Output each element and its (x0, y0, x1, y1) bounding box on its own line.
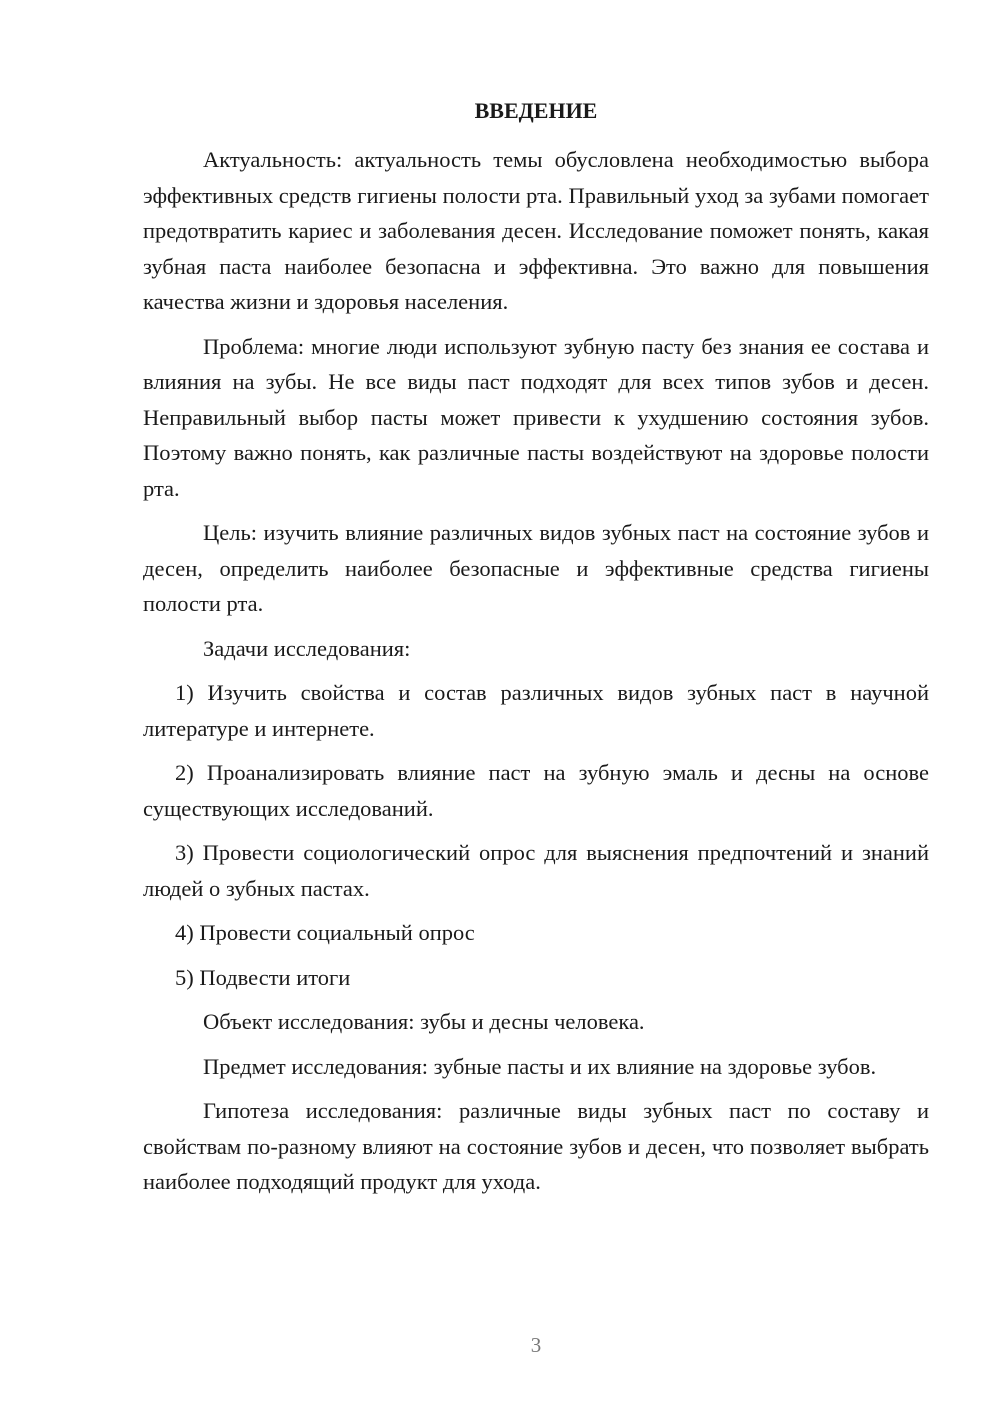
relevance-paragraph: Актуальность: актуальность темы обусловлена необходимостью выбора эффективных средств гигиены полости рта. Правильный уход за зубами помогает предотвратить кариес и заболевания десен. Исследование поможет понять, какая зубная паста наиболее безопасна и эффективна. Это важно для повышения качества жизни и здоровья населения. (143, 147, 929, 314)
tasks-heading: Задачи исследования: (203, 635, 411, 661)
task-item: 4) Провести социальный опрос (175, 920, 475, 945)
hypothesis-paragraph: Гипотеза исследования: различные виды зубных паст по составу и свойствам по-разному влияют на состояние зубов и десен, что позволяет выбрать наиболее подходящий продукт для ухода. (143, 1098, 929, 1194)
document-body (143, 142, 929, 1209)
task-item: 1) Изучить свойства и состав различных видов зубных паст в научной литературе и интернете. (143, 680, 929, 741)
section-title: ВВЕДЕНИЕ (474, 98, 598, 123)
task-item: 5) Подвести итоги (175, 964, 351, 990)
subject-paragraph: Предмет исследования: зубные пасты и их влияние на здоровье зубов. (203, 1053, 877, 1079)
page-number: 3 (530, 1333, 542, 1357)
task-item: 2) Проанализировать влияние паст на зубную эмаль и десны на основе существующих исследований. (143, 760, 929, 821)
problem-paragraph: Проблема: многие люди используют зубную пасту без знания ее состава и влияния на зубы. Не все виды паст подходят для всех типов зубов и десен. Неправильный выбор пасты может привести к ухудшению состояния зубов. Поэтому важно понять, как различные пасты воздействуют на здоровье полости рта. (143, 333, 929, 501)
task-item: 3) Провести социологический опрос для выяснения предпочтений и знаний людей о зубных пастах. (143, 840, 929, 901)
object-paragraph: Объект исследования: зубы и десны человека. (203, 1009, 645, 1034)
goal-paragraph: Цель: изучить влияние различных видов зубных паст на состояние зубов и десен, определить наиболее безопасные и эффективные средства гигиены полости рта. (143, 520, 929, 616)
